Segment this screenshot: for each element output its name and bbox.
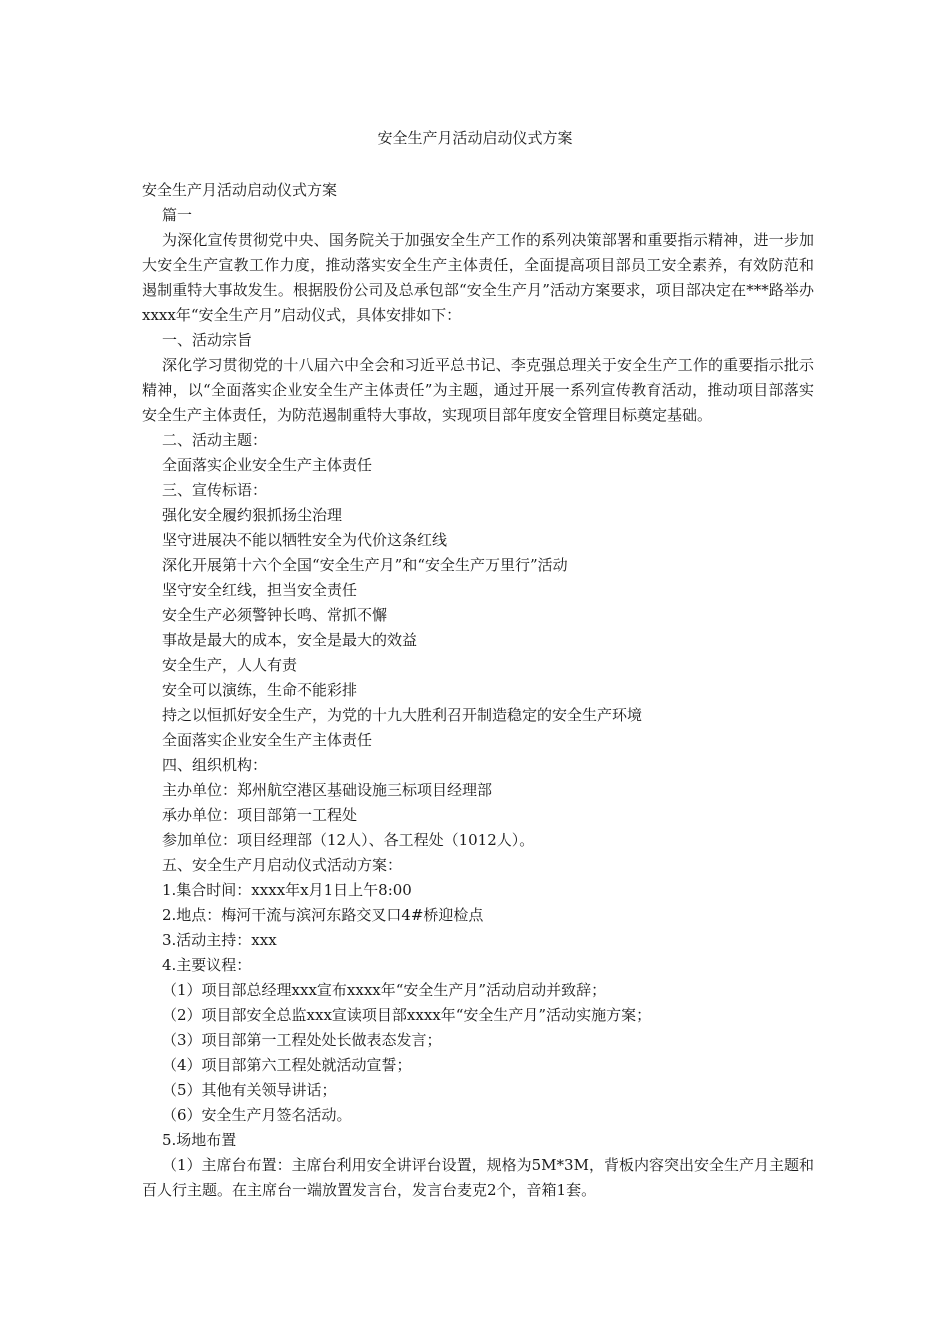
venue-title: 5.场地布置: [162, 1131, 237, 1149]
slogan-item: 全面落实企业安全生产主体责任: [162, 731, 373, 749]
event-host: 3.活动主持：xxx: [162, 931, 277, 949]
document-body: [142, 178, 814, 1203]
organizer-unit: 承办单位：项目部第一工程处: [162, 806, 358, 824]
slogan-item: 坚守进展决不能以牺牲安全为代价这条红线: [162, 531, 448, 549]
section-2-title: 二、活动主题：: [162, 431, 268, 449]
slogan-item: 安全生产，人人有责: [162, 656, 298, 674]
section-1-title: 一、活动宗旨: [162, 331, 253, 349]
agenda-item: （2）项目部安全总监xxx宣读项目部xxxx年“安全生产月”活动实施方案；: [162, 1006, 652, 1024]
section-3-title: 三、宣传标语：: [162, 481, 268, 499]
agenda-item: （6）安全生产月签名活动。: [162, 1106, 352, 1124]
slogan-item: 事故是最大的成本，安全是最大的效益: [162, 631, 418, 649]
section-1-body: 深化学习贯彻党的十八届六中全会和习近平总书记、李克强总理关于安全生产工作的重要指示批示精神，以“全面落实企业安全生产主体责任”为主题，通过开展一系列宣传教育活动，推动项目部落实安全生产主体责任，为防范遏制重特大事故，实现项目部年度安全管理目标奠定基础。: [142, 356, 814, 424]
section-label: 篇一: [162, 206, 193, 224]
agenda-title: 4.主要议程：: [162, 956, 252, 974]
slogan-item: 强化安全履约狠抓扬尘治理: [162, 506, 343, 524]
section-5-title: 五、安全生产月启动仪式活动方案：: [162, 856, 403, 874]
participant-units: 参加单位：项目经理部（12人）、各工程处（1012人）。: [162, 831, 535, 849]
document-heading: 安全生产月活动启动仪式方案: [142, 181, 338, 199]
document-title: 安全生产月活动启动仪式方案: [377, 129, 573, 147]
agenda-item: （3）项目部第一工程处处长做表态发言；: [162, 1031, 442, 1049]
host-unit: 主办单位：郑州航空港区基础设施三标项目经理部: [162, 781, 493, 799]
agenda-item: （4）项目部第六工程处就活动宣誓；: [162, 1056, 412, 1074]
slogan-item: 安全可以演练，生命不能彩排: [162, 681, 358, 699]
intro-paragraph: 为深化宣传贯彻党中央、国务院关于加强安全生产工作的系列决策部署和重要指示精神，进一步加大安全生产宣教工作力度，推动落实安全生产主体责任，全面提高项目部员工安全素养，有效防范和遏制重特大事故发生。根据股份公司及总承包部“安全生产月”活动方案要求，项目部决定在***路举办xxxx年“安全生产月”启动仪式，具体安排如下：: [142, 231, 814, 324]
agenda-item: （1）项目部总经理xxx宣布xxxx年“安全生产月”活动启动并致辞；: [162, 981, 607, 999]
slogan-item: 深化开展第十六个全国“安全生产月”和“安全生产万里行”活动: [162, 556, 568, 574]
section-2-body: 全面落实企业安全生产主体责任: [162, 456, 373, 474]
event-location: 2.地点：梅河干流与滨河东路交叉口4#桥迎检点: [162, 906, 484, 924]
slogan-item: 坚守安全红线，担当安全责任: [162, 581, 358, 599]
agenda-item: （5）其他有关领导讲话；: [162, 1081, 337, 1099]
section-4-title: 四、组织机构：: [162, 756, 268, 774]
slogan-item: 安全生产必须警钟长鸣、常抓不懈: [162, 606, 388, 624]
assembly-time: 1.集合时间：xxxx年x月1日上午8:00: [162, 881, 412, 899]
slogan-item: 持之以恒抓好安全生产，为党的十九大胜利召开制造稳定的安全生产环境: [162, 706, 643, 724]
venue-body: （1）主席台布置：主席台利用安全讲评台设置，规格为5M*3M，背板内容突出安全生产月主题和百人行主题。在主席台一端放置发言台，发言台麦克2个，音箱1套。: [142, 1156, 814, 1199]
